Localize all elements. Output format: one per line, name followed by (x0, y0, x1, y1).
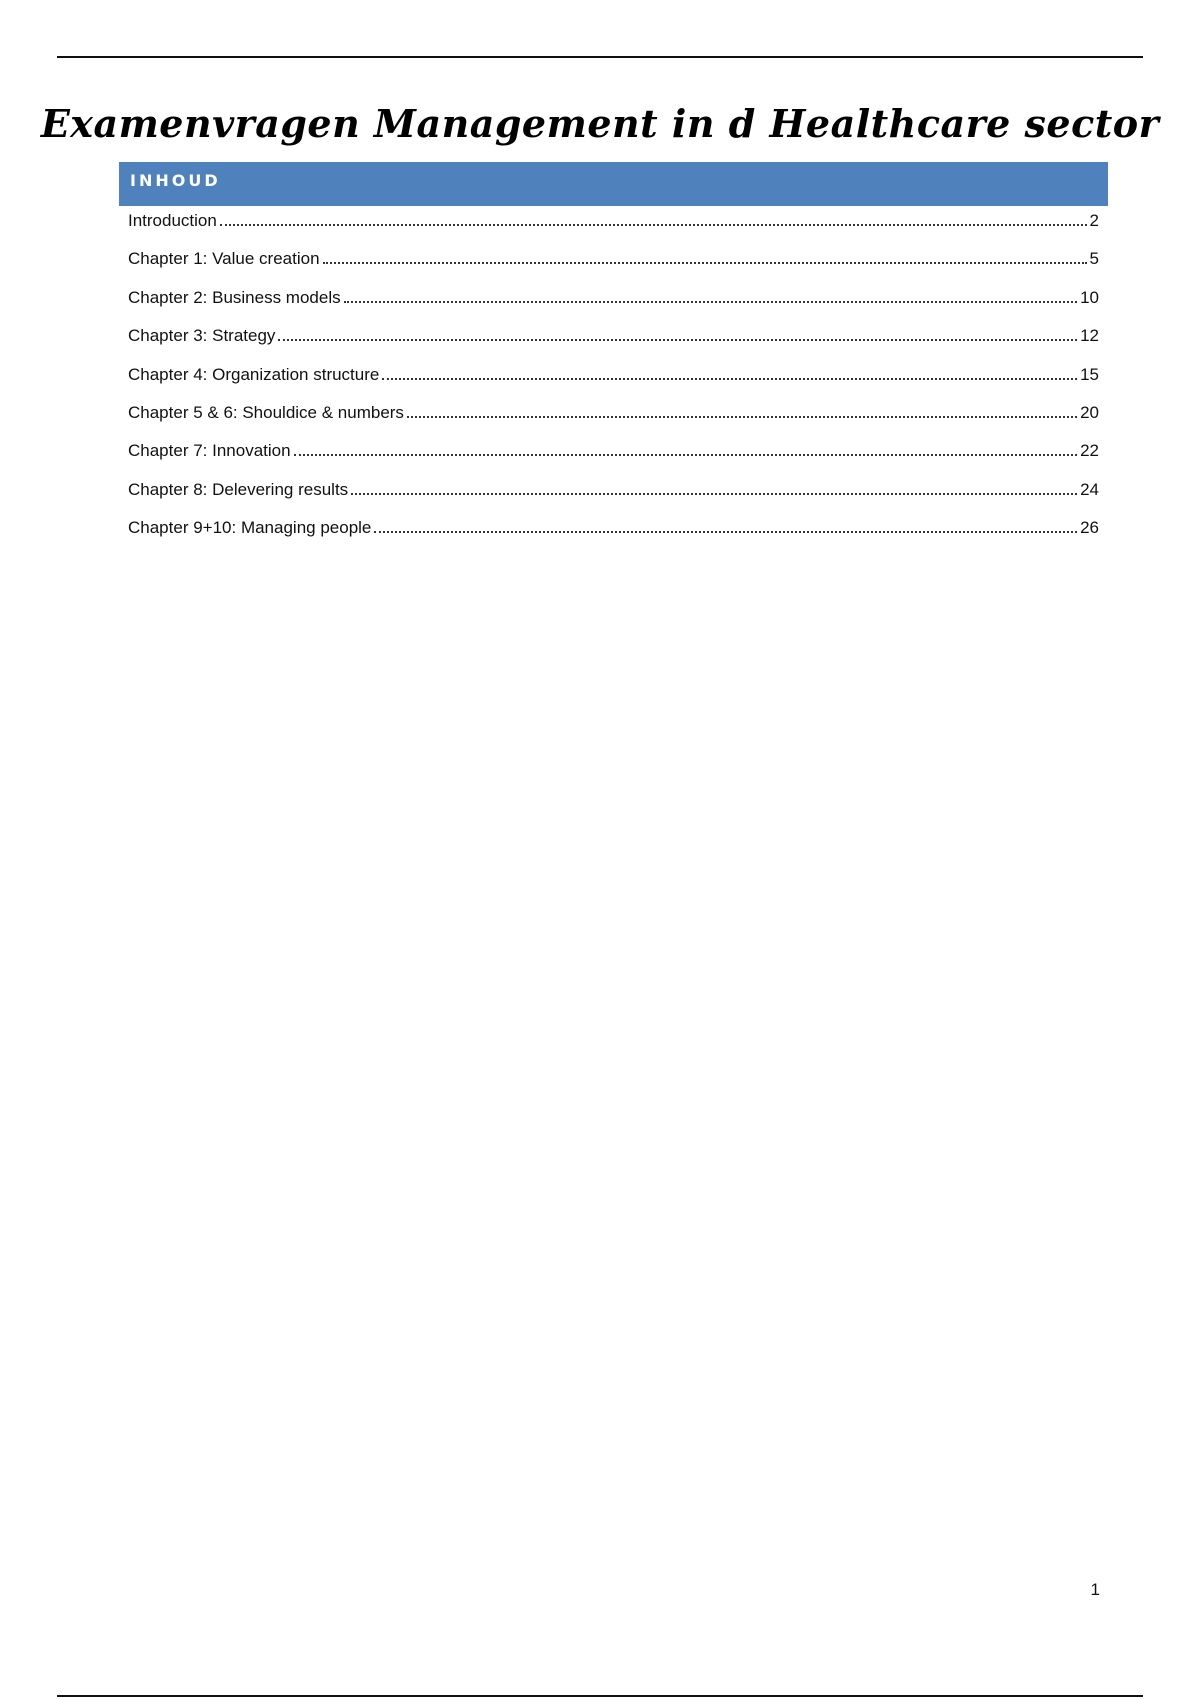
toc-header-bar (119, 162, 1108, 206)
toc-entry-title: Chapter 5 & 6: Shouldice & numbers (128, 402, 404, 422)
toc-entry-page: 10 (1080, 287, 1099, 307)
toc-dot-leader (344, 301, 1077, 303)
toc-dot-leader (220, 224, 1087, 226)
toc-entry-title: Chapter 8: Delevering results (128, 479, 349, 499)
toc-entry-chapter-9-10[interactable] (128, 518, 1099, 556)
toc-entry-chapter-1[interactable] (128, 249, 1099, 287)
toc-entry-chapter-5-6[interactable] (128, 403, 1099, 441)
toc-entry-title: Chapter 3: Strategy (128, 326, 276, 346)
toc-entry-title: Chapter 9+10: Managing people (128, 518, 372, 538)
toc-entry-page: 20 (1080, 402, 1099, 422)
toc-entry-chapter-2[interactable] (128, 288, 1099, 326)
document-title: Examenvragen Management in d Healthcare sector (40, 101, 1160, 146)
toc-entry-page: 2 (1089, 211, 1099, 230)
table-of-contents (128, 211, 1099, 557)
toc-entry-page: 5 (1089, 249, 1099, 269)
toc-entry-introduction[interactable] (128, 211, 1099, 249)
toc-entry-page: 24 (1080, 479, 1099, 499)
toc-entry-title: Chapter 1: Value creation (128, 249, 320, 269)
toc-entry-title: Introduction (128, 211, 217, 230)
toc-entry-chapter-4[interactable] (128, 365, 1099, 403)
toc-dot-leader (374, 531, 1077, 533)
toc-entry-page: 12 (1080, 326, 1099, 346)
toc-entry-page: 15 (1080, 364, 1099, 384)
toc-dot-leader (407, 416, 1077, 418)
page-number: 1 (1090, 1580, 1100, 1599)
toc-dot-leader (278, 339, 1077, 341)
toc-header-label: INHOUD (130, 171, 221, 190)
toc-entry-page: 22 (1080, 441, 1099, 461)
toc-dot-leader (294, 454, 1078, 456)
toc-dot-leader (351, 493, 1077, 495)
page-top-rule (57, 56, 1143, 58)
toc-entry-title: Chapter 7: Innovation (128, 441, 291, 461)
toc-entry-title: Chapter 4: Organization structure (128, 364, 380, 384)
toc-entry-chapter-3[interactable] (128, 326, 1099, 364)
toc-entry-chapter-7[interactable] (128, 441, 1099, 479)
toc-dot-leader (323, 262, 1087, 264)
toc-entry-title: Chapter 2: Business models (128, 287, 341, 307)
toc-entry-chapter-8[interactable] (128, 480, 1099, 518)
toc-entry-page: 26 (1080, 518, 1099, 538)
page-bottom-rule (57, 1695, 1143, 1697)
toc-dot-leader (382, 378, 1077, 380)
